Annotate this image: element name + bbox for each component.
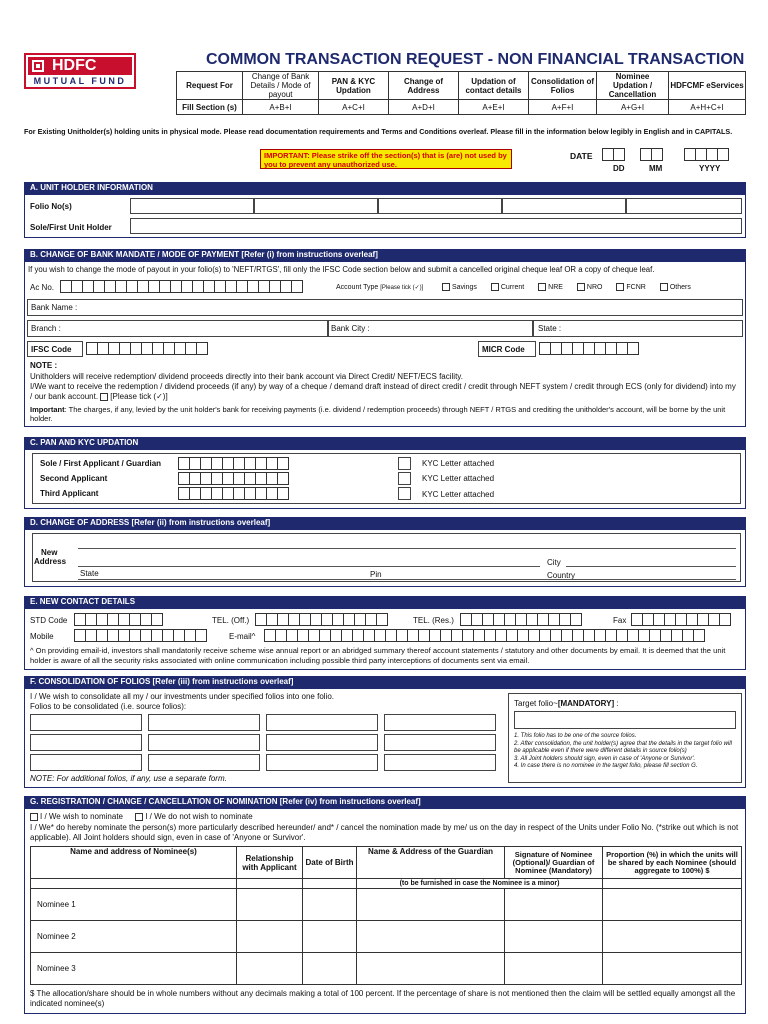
kyc-label-2: KYC Letter attached <box>422 474 495 483</box>
logo-brand: HDFC <box>28 57 132 75</box>
folio-input-4[interactable] <box>502 198 626 214</box>
col-name: PAN & KYC Updation <box>319 72 389 100</box>
section-d-title: D. CHANGE OF ADDRESS [Refer (ii) from instructions overleaf] <box>24 517 746 529</box>
account-type-options <box>442 283 691 291</box>
bank-name-label: Bank Name : <box>31 303 78 312</box>
address-line-2[interactable] <box>78 566 540 567</box>
acc-type-text: Account Type <box>336 284 379 291</box>
important-text: : The charges, if any, levied by the unit holder's bank for receiving payments (i.e. dividend / redemption proceeds) through NEFT / RTGS and crediting the unitholder's account, will be borne by the unit holder. <box>30 405 726 423</box>
tel-off-input[interactable] <box>255 613 387 626</box>
pin-label: Pin <box>370 570 382 579</box>
pan-row-label-3: Third Applicant <box>40 489 99 498</box>
holder-label: Sole/First Unit Holder <box>30 223 112 232</box>
date-mm-label: MM <box>649 164 663 173</box>
city-label: City <box>547 558 561 567</box>
section-a-title: A. UNIT HOLDER INFORMATION <box>24 182 746 194</box>
dob-cell[interactable] <box>303 889 357 921</box>
col-name: Nominee Updation / Cancellation <box>597 72 669 100</box>
source-folio-3[interactable] <box>266 714 378 731</box>
minor-note: (to be furnished in case the Nominee is a minor) <box>357 879 603 889</box>
col-name: HDFCMF eServices <box>669 72 746 100</box>
fcnr-checkbox[interactable] <box>616 283 624 291</box>
col-name: Updation of contact details <box>459 72 529 100</box>
nominate-checkbox[interactable] <box>30 813 38 821</box>
signature-cell[interactable] <box>505 889 603 921</box>
header-relationship: Relationship with Applicant <box>237 847 303 879</box>
header-guardian: Name & Address of the Guardian <box>357 847 505 879</box>
note-label: NOTE : <box>30 361 58 370</box>
target-folio-input[interactable] <box>514 711 736 729</box>
note-line-2 <box>30 382 740 402</box>
note-line-1: Unitholders will receive redemption/ dividend proceeds directly into their bank account via Direct Credit/ NEFT/ECS facility. <box>30 372 463 381</box>
target-note: 4. In case there is no nominee in the target folio, please fill section G. <box>514 763 698 769</box>
tel-res-input[interactable] <box>460 613 581 626</box>
header-nominee-name: Name and address of Nominee(s) <box>31 847 237 879</box>
intro-text: For Existing Unitholder(s) holding units in physical mode. Please read documentation requirements and Terms and Conditions overleaf. Please fill in the information below legibly in English and in CAPITALS. <box>24 127 733 136</box>
kyc-checkbox-3[interactable] <box>398 487 411 500</box>
col-fill: A+D+I <box>389 100 459 115</box>
col-fill: A+H+C+I <box>669 100 746 115</box>
important-label: Important <box>30 405 65 414</box>
micr-label: MICR Code <box>482 345 525 354</box>
nominate-options <box>30 812 253 821</box>
signature-cell[interactable] <box>505 953 603 985</box>
tel-res-label: TEL. (Res.) <box>413 616 454 625</box>
ifsc-label: IFSC Code <box>31 345 72 354</box>
request-for-label: Request For <box>177 72 243 100</box>
col-name: Change of Address <box>389 72 459 100</box>
target-folio-label: Target folio~[MANDATORY] : <box>514 699 619 708</box>
target-note: 3. All Joint holders should sign, even in case of 'Anyone or Survivor'. <box>514 755 696 762</box>
guardian-cell[interactable] <box>357 921 505 953</box>
source-folio-10[interactable] <box>148 754 260 771</box>
additional-folios-note: NOTE: For additional folios, if any, use a separate form. <box>30 774 227 783</box>
address-label: Address <box>34 557 67 566</box>
logo-sub: MUTUAL FUND <box>33 76 127 86</box>
bottom-address-line[interactable] <box>78 579 736 580</box>
folio-input-3[interactable] <box>378 198 502 214</box>
tel-off-label: TEL. (Off.) <box>212 616 250 625</box>
table-row <box>31 889 742 921</box>
proportion-cell[interactable] <box>603 889 742 921</box>
consolidate-line-1: I / We wish to consolidate all my / our investments under specified folios into one folio. <box>30 692 335 701</box>
folio-label: Folio No(s) <box>30 202 72 211</box>
pan-input-1[interactable] <box>178 457 288 470</box>
hdfc-logo <box>24 53 136 89</box>
fax-label: Fax <box>613 616 627 625</box>
pan-row-label-2: Second Applicant <box>40 474 108 483</box>
date-yyyy-input[interactable] <box>684 148 728 161</box>
source-folio-1[interactable] <box>30 714 142 731</box>
type-current: Current <box>500 283 525 291</box>
col-fill: A+B+I <box>243 100 319 115</box>
folio-input-5[interactable] <box>626 198 742 214</box>
branch-label: Branch : <box>31 324 61 333</box>
opt-no-nominate: I / We do not wish to nominate <box>145 812 253 821</box>
allocation-footer: $ The allocation/share should be in whole numbers without any decimals making a total of 100 percent. If the percentage of share is not mentioned then the claim will be settled equally amongst all the indicated nominee(s) <box>30 989 736 1008</box>
std-input[interactable] <box>74 613 162 626</box>
email-input[interactable] <box>264 629 704 642</box>
source-folio-6[interactable] <box>148 734 260 751</box>
email-label: E-mail^ <box>229 632 256 641</box>
section-c-title: C. PAN AND KYC UPDATION <box>24 437 746 449</box>
dob-cell[interactable] <box>303 953 357 985</box>
state-input[interactable] <box>533 320 743 337</box>
header-proportion: Proportion (%) in which the units will be shared by each Nominee (should aggregate to 100%) $ <box>603 847 742 879</box>
section-f-title: F. CONSOLIDATION OF FOLIOS [Refer (iii) from instructions overleaf] <box>24 676 746 688</box>
source-folio-7[interactable] <box>266 734 378 751</box>
savings-checkbox[interactable] <box>442 283 450 291</box>
account-type-label <box>336 284 423 291</box>
nominee-table <box>30 846 742 985</box>
source-folio-4[interactable] <box>384 714 496 731</box>
mobile-label: Mobile <box>30 632 54 641</box>
note-2-text: I/We want to receive the redemption / dividend proceeds (if any) by way of a cheque / demand draft instead of direct credit / credit through NEFT system / credit through ECS (only for dividend) into my / our bank account. <box>30 382 736 401</box>
col-fill: A+F+I <box>529 100 597 115</box>
kyc-checkbox-2[interactable] <box>398 472 411 485</box>
consolidate-line-2: Folios to be consolidated (i.e. source folios): <box>30 702 187 711</box>
date-dd-input[interactable] <box>602 148 624 161</box>
std-label: STD Code <box>30 616 68 625</box>
source-folio-2[interactable] <box>148 714 260 731</box>
source-folio-12[interactable] <box>384 754 496 771</box>
date-mm-input[interactable] <box>640 148 662 161</box>
source-folio-5[interactable] <box>30 734 142 751</box>
folio-input-1[interactable] <box>130 198 254 214</box>
section-b-intro: If you wish to change the mode of payout in your folio(s) to 'NEFT/RTGS', fill only the IFSC Code section below and submit a cancelled original cheque leaf OR a copy of cheque leaf. <box>28 265 655 274</box>
target-folio-notes <box>514 733 740 771</box>
relationship-cell[interactable] <box>237 953 303 985</box>
target-note: 1. This folio has to be one of the source folios. <box>514 733 637 739</box>
acno-label: Ac No. <box>30 283 55 292</box>
guardian-cell[interactable] <box>357 889 505 921</box>
col-fill: A+C+I <box>319 100 389 115</box>
kyc-label-3: KYC Letter attached <box>422 490 495 499</box>
account-number-input[interactable] <box>60 280 302 293</box>
city-line[interactable] <box>566 566 736 567</box>
branch-input[interactable] <box>27 320 328 337</box>
micr-input[interactable] <box>539 342 638 355</box>
signature-cell[interactable] <box>505 921 603 953</box>
kyc-label-1: KYC Letter attached <box>422 459 495 468</box>
nre-checkbox[interactable] <box>538 283 546 291</box>
important-note <box>30 405 744 423</box>
new-label: New <box>41 548 58 557</box>
proportion-cell[interactable] <box>603 921 742 953</box>
date-yyyy-label: YYYY <box>699 164 721 173</box>
target-note: 2. After consolidation, the unit holder(s) agree that the details in the target folio will be applicable even if there were different details in source folio(s) <box>514 740 732 754</box>
source-folio-9[interactable] <box>30 754 142 771</box>
pan-input-2[interactable] <box>178 472 288 485</box>
col-name: Consolidation of Folios <box>529 72 597 100</box>
fax-input[interactable] <box>631 613 730 626</box>
type-nre: NRE <box>548 283 563 291</box>
no-nominate-checkbox[interactable] <box>135 813 143 821</box>
ifsc-input[interactable] <box>86 342 207 355</box>
country-label: Country <box>547 571 576 580</box>
guardian-cell[interactable] <box>357 953 505 985</box>
kyc-checkbox-1[interactable] <box>398 457 411 470</box>
nominee-label: Nominee 1 <box>31 889 237 921</box>
section-b-title: B. CHANGE OF BANK MANDATE / MODE OF PAYMENT [Refer (i) from instructions overleaf] <box>24 249 746 261</box>
target-text: Target folio~ <box>514 699 558 708</box>
date-label: DATE <box>570 151 593 161</box>
col-name: Change of Bank Details / Mode of payout <box>243 72 319 100</box>
type-others: Others <box>669 283 691 291</box>
address-panel <box>32 533 741 582</box>
type-nro: NRO <box>586 283 603 291</box>
relationship-cell[interactable] <box>237 921 303 953</box>
type-fcnr: FCNR <box>626 283 646 291</box>
opt-nominate: I / We wish to nominate <box>40 812 123 821</box>
nominee-label: Nominee 2 <box>31 921 237 953</box>
col-fill: A+G+I <box>597 100 669 115</box>
section-g-title: G. REGISTRATION / CHANGE / CANCELLATION OF NOMINATION [Refer (iv) from instructions overleaf] <box>24 796 746 808</box>
address-line-1[interactable] <box>78 548 736 549</box>
table-row <box>31 921 742 953</box>
proportion-cell[interactable] <box>603 953 742 985</box>
pan-row-label-1: Sole / First Applicant / Guardian <box>40 459 162 468</box>
nomination-text: I / We* do hereby nominate the person(s) more particularly described hereunder/ and* / cancel the nomination made by me/ us on the day in respect of the Units under Folio No. (*strike out which is not applicable). All Joint holders should sign, even in case of 'Anyone or Survivor'. <box>30 823 739 842</box>
others-checkbox[interactable] <box>660 283 668 291</box>
dob-cell[interactable] <box>303 921 357 953</box>
relationship-cell[interactable] <box>237 889 303 921</box>
table-row <box>31 953 742 985</box>
state-label-d: State <box>80 569 99 578</box>
col-fill: A+E+I <box>459 100 529 115</box>
nro-checkbox[interactable] <box>577 283 585 291</box>
pan-input-3[interactable] <box>178 487 288 500</box>
source-folio-8[interactable] <box>384 734 496 751</box>
logo-mark-icon <box>32 60 44 72</box>
state-label: State : <box>538 324 562 333</box>
mobile-input[interactable] <box>74 629 206 642</box>
fill-section-label: Fill Section (s) <box>177 100 243 115</box>
bank-city-label: Bank City : <box>331 324 370 333</box>
type-savings: Savings <box>452 283 477 291</box>
date-dd-label: DD <box>613 164 625 173</box>
bank-name-input[interactable] <box>27 299 743 316</box>
header-dob: Date of Birth <box>303 847 357 879</box>
header-signature: Signature of Nominee (Optional)/ Guardian of Nominee (Mandatory) <box>505 847 603 879</box>
important-notice: IMPORTANT: Please strike off the section(s) that is (are) not used by you to prevent any unauthorized use. <box>260 149 512 169</box>
current-checkbox[interactable] <box>491 283 499 291</box>
please-tick-text: [Please tick (✓)] <box>380 285 424 291</box>
page-title: COMMON TRANSACTION REQUEST - NON FINANCIAL TRANSACTION <box>206 51 745 68</box>
email-note: ^ On providing email-id, investors shall mandatorily receive scheme wise annual report or an abridged summary thereof account statements / statutory and other documents by email. It is deemed that the unit holder is aware of all the security risks associated with online communication including possible third party interceptions of documents sent via email. <box>30 646 726 665</box>
mandatory-text: [MANDATORY] <box>557 699 615 708</box>
cheque-option-checkbox[interactable] <box>100 393 108 401</box>
source-folio-11[interactable] <box>266 754 378 771</box>
request-table <box>176 71 746 115</box>
section-e-title: E. NEW CONTACT DETAILS <box>24 596 746 608</box>
nominee-label: Nominee 3 <box>31 953 237 985</box>
note-2-tick: [Please tick (✓)] <box>110 392 168 401</box>
holder-input[interactable] <box>130 218 742 234</box>
folio-input-2[interactable] <box>254 198 378 214</box>
